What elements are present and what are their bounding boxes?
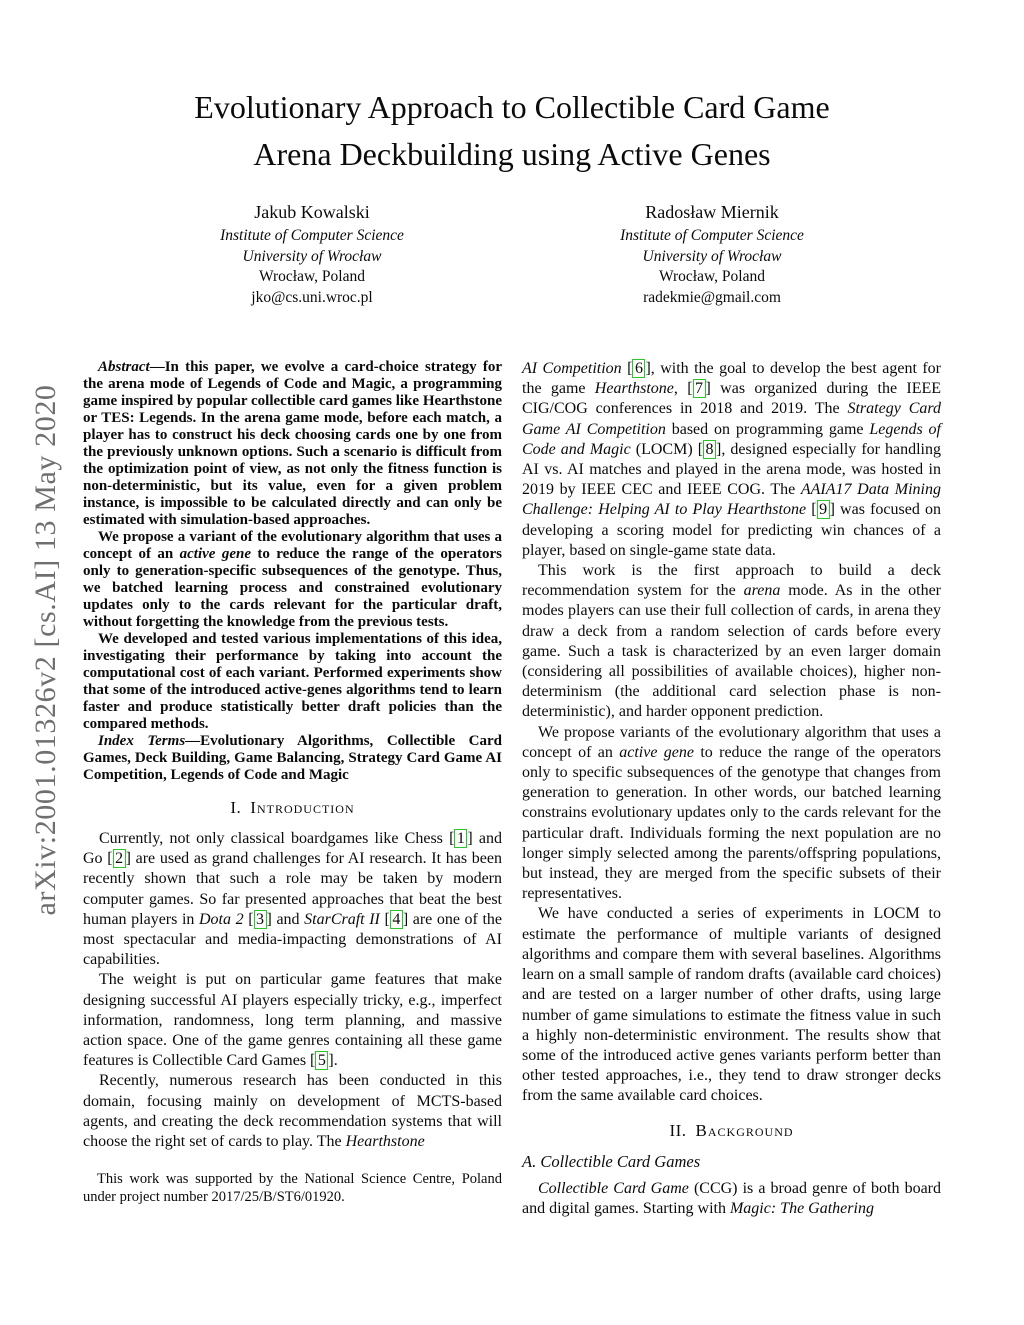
text-run: —In this paper, we evolve a card-choice strategy for the arena mode of Legends of Code and Magic, a programming game inspired by popular collectible card games like Hearthstone or TES: Legends. In the arena game mode, before each match, a player has to construct his deck choosing cards one by one from the previously unknown options. Such a scenario is difficult from the optimization point of view, as not only the fitness function is non-deterministic, but its value, even for a given problem instance, is impossible to be calculated directly and can only be estimated with simulation-based approaches.: [83, 359, 502, 528]
author-block-2: [512, 201, 912, 308]
author-name: Jakub Kowalski: [254, 202, 370, 222]
section-heading: [522, 1121, 941, 1141]
emphasis-text: Index Terms: [98, 733, 186, 749]
left-column: [83, 359, 502, 1152]
text-run: to reduce the range of the operators only to generation-specific subsequences of the genotype. Thus, we batched learning process and constrained evolutionary updates only to the cards relevant for the particular draft, without forgetting the knowledge from the previous tests.: [83, 546, 502, 630]
subsection-heading: A. Collectible Card Games: [522, 1151, 701, 1171]
text-run: based on programming game: [665, 420, 870, 438]
citation-number[interactable]: 5: [315, 1051, 328, 1070]
citation-9[interactable]: [ 9 ]: [811, 501, 835, 519]
text-run: We have conducted a series of experiments in LOCM to estimate the performance of multiple variants of designed algorithms and compare them with several baselines. Algorithms learn on a small sample of random drafts (available card choices) and are tested on a larger number of other drafts, using large number of game simulations to estimate the fitness value in such a highly non-deterministic environment. The results show that some of the introduced active genes variants perform better than other tested approaches, i.e., they tend to draw stronger decks from the same available card choices.: [522, 905, 941, 1105]
author-affiliation-university: University of Wrocław: [242, 247, 382, 265]
citation-number[interactable]: 2: [113, 849, 126, 868]
citation-number[interactable]: 1: [454, 829, 467, 848]
emphasis-text: active gene: [619, 743, 694, 761]
text-run: was organized during the IEEE CIG/COG conferences in 2018 and 2019. The: [522, 380, 942, 418]
paper-title-line-1: Evolutionary Approach to Collectible Card Game: [194, 89, 830, 125]
text-run: and Go: [83, 830, 503, 868]
citation-4[interactable]: [ 4 ]: [384, 910, 409, 928]
emphasis-text: Hearthstone: [594, 380, 674, 398]
body-paragraph: [522, 1179, 941, 1219]
citation-3[interactable]: [ 3 ]: [248, 910, 272, 928]
text-run: We developed and tested various implementations of this idea, investigating their performance by taking into account the computational cost of each variant. Performed experiments show that some of the introduced active-genes algorithms tend to learn faster and produce statistically better draft policies than the compared methods.: [83, 631, 502, 732]
index-terms-paragraph: [83, 733, 502, 784]
text-run: Recently, numerous research has been conducted in this domain, focusing mainly on development of MCTS-based agents, and creating the deck recommendation systems that will choose the right set of cards to play. The: [83, 1072, 502, 1151]
citation-number[interactable]: 4: [390, 910, 403, 929]
text-run: and: [271, 910, 305, 928]
emphasis-text: Dota 2: [198, 910, 244, 928]
citation-5[interactable]: [ 5 ]: [310, 1052, 334, 1070]
citation-6[interactable]: [ 6 ]: [627, 360, 651, 377]
right-column: [522, 359, 941, 1219]
emphasis-text: Magic: The Gathering: [729, 1199, 874, 1217]
body-paragraph: [522, 561, 941, 723]
body-paragraph: [522, 904, 941, 1106]
author-email: radekmie@gmail.com: [643, 288, 781, 306]
text-run: We propose a variant of the evolutionary algorithm that uses a concept of an: [83, 529, 502, 562]
text-run: was focused on developing a scoring model for predicting win chances of a player, based on single-game state data.: [522, 501, 942, 559]
section-title: Introduction: [250, 798, 355, 817]
emphasis-text: Legends of Code and Magic: [522, 420, 941, 458]
text-run: —Evolutionary Algorithms, Collectible Card Games, Deck Building, Game Balancing, Strategy Card Game AI Competition, Legends of Code and Magic: [83, 733, 502, 783]
section-heading: [83, 798, 502, 818]
citation-7[interactable]: [ 7 ]: [687, 380, 711, 398]
text-run: This work is the first approach to build a deck recommendation system for the: [522, 562, 941, 600]
text-run: , designed especially for handling AI vs. AI matches and played in the arena mode, was hosted in 2019 by IEEE CEC and IEEE COG. The: [522, 440, 941, 499]
body-paragraph: [83, 1071, 502, 1152]
text-run: (CCG) is a broad genre of both board and digital games. Starting with: [522, 1179, 941, 1217]
text-run: (LOCM): [630, 440, 698, 458]
author-affiliation-institute: Institute of Computer Science: [220, 227, 404, 244]
text-run: to reduce the range of the operators only to specific subsequences of the genotype that changes from generation to generation. In other words, our batched learning constrains evolutionary updates only to the cards relevant for the particular draft. Individuals forming the next population are no longer simply selected among the parents/offspring populations, but instead, they are merged from the specific subsets of their representatives.: [522, 743, 941, 903]
body-paragraph: [83, 829, 502, 970]
citation-8[interactable]: [ 8 ]: [697, 440, 722, 458]
paper-title-line-2: Arena Deckbuilding using Active Genes: [253, 136, 771, 172]
abstract-paragraph: [83, 631, 502, 733]
paper-title: [0, 84, 1024, 178]
section-number: II.: [669, 1120, 687, 1140]
emphasis-text: Abstract: [98, 359, 150, 375]
emphasis-text: AI Competition: [522, 360, 622, 377]
author-affiliation-university: University of Wrocław: [642, 247, 782, 265]
emphasis-text: StarCraft II: [304, 910, 380, 928]
author-email: jko@cs.uni.wroc.pl: [251, 288, 373, 306]
citation-2[interactable]: [ 2 ]: [107, 850, 131, 868]
text-run: , with the goal to develop the best agent for the game: [522, 360, 941, 398]
author-affiliation-institute: Institute of Computer Science: [620, 227, 804, 244]
text-run: ,: [673, 380, 688, 398]
body-paragraph: [522, 723, 941, 905]
author-affiliation-city: Wrocław, Poland: [259, 268, 365, 285]
arxiv-watermark: arXiv:2001.01326v2 [cs.AI] 13 May 2020: [29, 384, 62, 916]
section-title: Background: [695, 1120, 794, 1140]
abstract-paragraph: [83, 529, 502, 631]
emphasis-text: AAIA17 Data Mining Challenge: Helping AI to Play Hearthstone: [522, 481, 941, 519]
footnote: This work was supported by the National Science Centre, Poland under project number 2017/25/B/ST6/01920.: [83, 1171, 502, 1205]
text-run: are used as grand challenges for AI research. It has been recently shown that such a role may be taken by modern computer games. So far presented approaches that beat the best human players in: [83, 850, 503, 928]
author-block-1: [112, 201, 512, 308]
citation-number[interactable]: 6: [632, 359, 645, 378]
citation-number[interactable]: 3: [254, 910, 267, 929]
text-run: Currently, not only classical boardgames like Chess: [99, 830, 450, 847]
citation-number[interactable]: 7: [693, 379, 706, 398]
emphasis-text: arena: [743, 582, 781, 600]
abstract-paragraph: [83, 359, 502, 529]
body-paragraph: [83, 970, 502, 1071]
authors-row: [112, 201, 912, 308]
text-run: .: [333, 1052, 338, 1070]
emphasis-text: Collectible Card Game: [538, 1179, 689, 1197]
body-paragraph: [522, 359, 941, 561]
text-run: The weight is put on particular game features that make designing successful AI players especially tricky, e.g., imperfect information, randomness, long term planning, and massive action space. One of the game genres containing all these game features is Collectible Card Games: [83, 971, 502, 1070]
author-name: Radosław Miernik: [645, 202, 779, 222]
author-affiliation-city: Wrocław, Poland: [659, 268, 765, 285]
emphasis-text: active gene: [179, 546, 251, 562]
citation-number[interactable]: 9: [817, 500, 830, 519]
citation-1[interactable]: [ 1 ]: [449, 830, 473, 847]
emphasis-text: Hearthstone: [345, 1133, 425, 1151]
text-run: mode. As in the other modes players can use their full collection of cards, in arena they draw a deck from a random selection of cards before every game. Such a task is characterized by an even larger domain (considering all possibilities of available choices), higher non-determinism (the additional card selection phase is non-deterministic), and harder opponent prediction.: [522, 582, 941, 721]
text-run: are one of the most spectacular and media-impacting demonstrations of AI capabilities.: [83, 910, 503, 969]
section-number: I.: [230, 798, 242, 817]
text-run: We propose variants of the evolutionary algorithm that uses a concept of an: [522, 723, 941, 761]
emphasis-text: Strategy Card Game AI Competition: [522, 400, 941, 438]
citation-number[interactable]: 8: [703, 440, 716, 459]
